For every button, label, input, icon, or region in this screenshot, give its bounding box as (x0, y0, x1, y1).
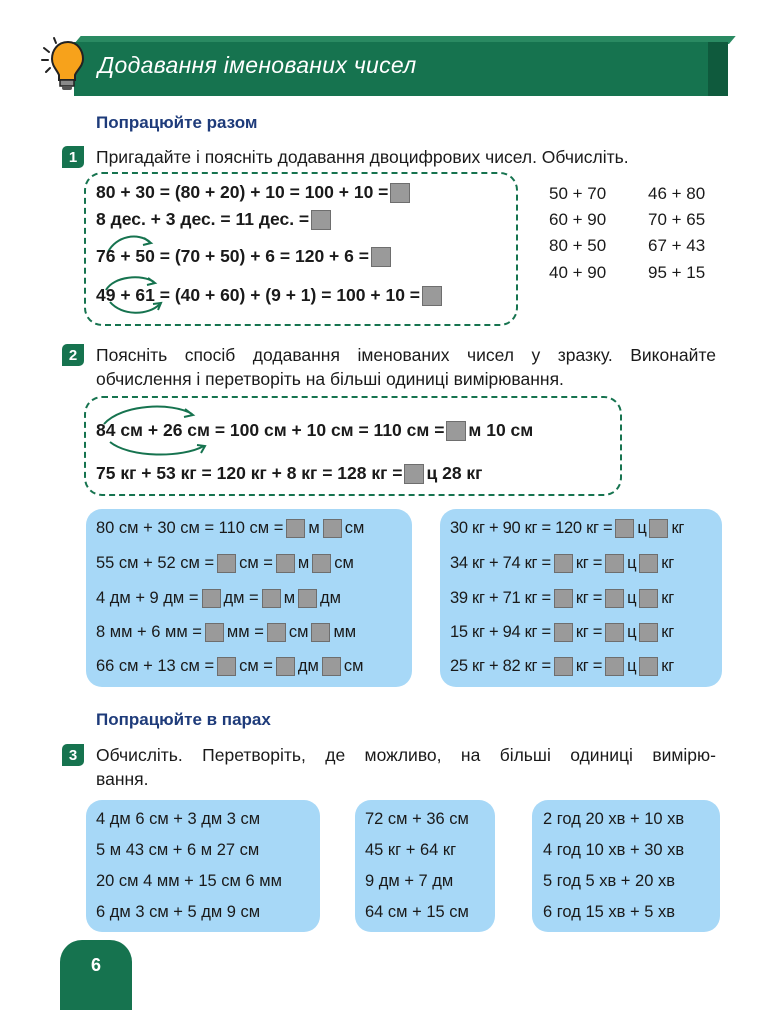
answer-box[interactable] (446, 421, 466, 441)
exercise-item: 80 + 50 (549, 236, 607, 255)
unit-label: кг = (575, 656, 603, 675)
expression: 80 см + 30 см = 110 см = (96, 518, 284, 537)
page-title: Додавання іменованих чисел (98, 52, 417, 78)
curved-arrow-icon (104, 440, 214, 460)
section-title-pairs: Попрацюйте в парах (96, 710, 271, 729)
exercise-row (450, 649, 674, 683)
unit-label: ц (627, 622, 637, 641)
exercise-row (450, 581, 674, 615)
answer-box[interactable] (311, 210, 331, 230)
unit-label: мм = (226, 622, 264, 641)
answer-box[interactable] (422, 286, 442, 306)
unit-label: кг = (575, 622, 603, 641)
exercise-item: 40 + 90 (549, 263, 607, 282)
equation-text: = (70 + 50) + 6 = 120 + 6 = (154, 246, 369, 266)
answer-box[interactable] (298, 589, 317, 608)
exercise-item: 4 дм 6 см + 3 дм 3 см (96, 810, 261, 828)
equation-text: м 10 см (468, 420, 534, 440)
exercise-item: 5 м 43 см + 6 м 27 см (96, 841, 260, 859)
unit-label: ц (627, 656, 637, 675)
answer-box[interactable] (276, 657, 295, 676)
answer-box[interactable] (262, 589, 281, 608)
expression: 25 кг + 82 кг = (450, 656, 551, 675)
answer-box[interactable] (615, 519, 634, 538)
equation-text: = (40 + 60) + (9 + 1) = 100 + 10 = (154, 285, 421, 305)
equation-part: + (143, 420, 163, 440)
answer-box[interactable] (312, 554, 331, 573)
answer-box[interactable] (554, 589, 573, 608)
equation-part: 61 (135, 285, 155, 305)
exercise-item: 46 + 80 (648, 184, 706, 203)
answer-box[interactable] (276, 554, 295, 573)
section-title-together: Попрацюйте разом (96, 113, 258, 132)
equation-text: ц 28 кг (426, 463, 483, 483)
answer-box[interactable] (554, 657, 573, 676)
unit-label: дм = (223, 588, 259, 607)
exercise-row (96, 649, 364, 683)
expression: 4 дм + 9 дм = (96, 588, 199, 607)
unit-label: мм (333, 622, 357, 641)
answer-box[interactable] (639, 589, 658, 608)
unit-label: см (344, 518, 365, 537)
exercise-item: 72 см + 36 см (365, 810, 469, 828)
unit-label: кг = (575, 553, 603, 572)
unit-label: кг (661, 656, 674, 675)
banner-side (708, 42, 728, 96)
exercise-item: 4 год 10 хв + 30 хв (543, 841, 685, 859)
exercise-item: 67 + 43 (648, 236, 706, 255)
answer-box[interactable] (639, 623, 658, 642)
answer-box[interactable] (217, 554, 236, 573)
exercise-item: 95 + 15 (648, 263, 706, 282)
equation-part: 84 см (96, 420, 144, 440)
unit-label: кг (671, 518, 685, 537)
equation-text: = 100 см + 10 см = 110 см = (209, 420, 445, 440)
task-number: 1 (62, 146, 84, 168)
equation-row (96, 209, 333, 230)
unit-label: дм (320, 588, 342, 607)
exercise-row (96, 615, 356, 649)
equation-row (96, 246, 393, 267)
exercise-row (450, 546, 674, 580)
answer-box[interactable] (404, 464, 424, 484)
expression: 55 см + 52 см = (96, 553, 215, 572)
answer-box[interactable] (205, 623, 224, 642)
exercise-row (96, 581, 341, 615)
unit-label: кг = (575, 588, 603, 607)
exercise-row (450, 511, 684, 545)
exercise-item: 20 см 4 мм + 15 см 6 мм (96, 872, 282, 890)
unit-label: м (297, 553, 310, 572)
answer-box[interactable] (322, 657, 341, 676)
unit-label: см = (239, 656, 273, 675)
exercise-item: 9 дм + 7 дм (365, 872, 454, 890)
answer-box[interactable] (217, 657, 236, 676)
expression: 15 кг + 94 кг = (450, 622, 551, 641)
exercise-item: 70 + 65 (648, 210, 706, 229)
unit-label: см (334, 553, 354, 572)
equation-part: 26 см (162, 420, 210, 440)
answer-box[interactable] (323, 519, 342, 538)
unit-label: см (288, 622, 309, 641)
exercise-item: 2 год 20 хв + 10 хв (543, 810, 685, 828)
equation-part: + (115, 285, 136, 305)
unit-label: ц (637, 518, 647, 537)
task-instruction: Пригадайте і поясніть додавання двоцифрових чисел. Обчисліть. (96, 147, 629, 167)
answer-box[interactable] (649, 519, 668, 538)
exercise-row (450, 615, 674, 649)
equation-part: + (115, 246, 136, 266)
expression: 8 мм + 6 мм = (96, 622, 202, 641)
unit-label: см (343, 656, 364, 675)
expression: 30 кг + 90 кг = 120 кг = (450, 518, 613, 537)
task-instruction: обчислення і перетворіть на більші одиниці вимірювання. (96, 369, 564, 389)
exercise-item: 60 + 90 (549, 210, 607, 229)
equation-text: 75 кг + 53 кг = 120 кг + 8 кг = 128 кг = (96, 463, 403, 483)
task-instruction: Поясніть спосіб додавання іменованих чисел у зразку. Виконайте (96, 345, 716, 365)
equation-part: 76 (96, 246, 116, 266)
answer-box[interactable] (605, 623, 624, 642)
equation-row (96, 285, 444, 306)
exercise-item: 45 кг + 64 кг (365, 841, 457, 859)
answer-box[interactable] (554, 623, 573, 642)
unit-label: кг (661, 588, 674, 607)
exercise-item: 6 год 15 хв + 5 хв (543, 903, 675, 921)
equation-part: 50 (135, 246, 155, 266)
answer-box[interactable] (605, 589, 624, 608)
task-number: 2 (62, 344, 84, 366)
answer-box[interactable] (371, 247, 391, 267)
page-number: 6 (90, 955, 101, 975)
unit-label: ц (627, 588, 637, 607)
unit-label: см = (239, 553, 273, 572)
answer-box[interactable] (639, 657, 658, 676)
answer-box[interactable] (554, 554, 573, 573)
exercise-item: 6 дм 3 см + 5 дм 9 см (96, 903, 261, 921)
exercise-item: 50 + 70 (549, 184, 607, 203)
expression: 39 кг + 71 кг = (450, 588, 551, 607)
task-number: 3 (62, 744, 84, 766)
answer-box[interactable] (390, 183, 410, 203)
task-instruction: вання. (96, 769, 149, 789)
expression: 66 см + 13 см = (96, 656, 215, 675)
exercise-row (96, 511, 364, 545)
equation-text: 8 дес. + 3 дес. = 11 дес. = (96, 209, 310, 229)
equation-row (96, 182, 412, 203)
answer-box[interactable] (202, 589, 221, 608)
unit-label: дм (297, 656, 319, 675)
unit-label: м (283, 588, 296, 607)
task-instruction: Обчисліть. Перетворіть, де можливо, на більші одиниці вимірю- (96, 745, 716, 765)
lightbulb-icon (40, 34, 88, 92)
answer-box[interactable] (639, 554, 658, 573)
exercise-item: 5 год 5 хв + 20 хв (543, 872, 675, 890)
equation-row (96, 463, 482, 484)
answer-box[interactable] (605, 554, 624, 573)
equation-row (96, 420, 533, 441)
answer-box[interactable] (286, 519, 305, 538)
answer-box[interactable] (267, 623, 286, 642)
exercise-item: 64 см + 15 см (365, 903, 469, 921)
unit-label: ц (627, 553, 637, 572)
unit-label: кг (661, 553, 674, 572)
equation-part: 49 (96, 285, 116, 305)
exercise-row (96, 546, 354, 580)
answer-box[interactable] (605, 657, 624, 676)
expression: 34 кг + 74 кг = (450, 553, 551, 572)
equation-text: 80 + 30 = (80 + 20) + 10 = 100 + 10 = (96, 182, 389, 202)
answer-box[interactable] (311, 623, 330, 642)
unit-label: м (308, 518, 320, 537)
unit-label: кг (661, 622, 674, 641)
